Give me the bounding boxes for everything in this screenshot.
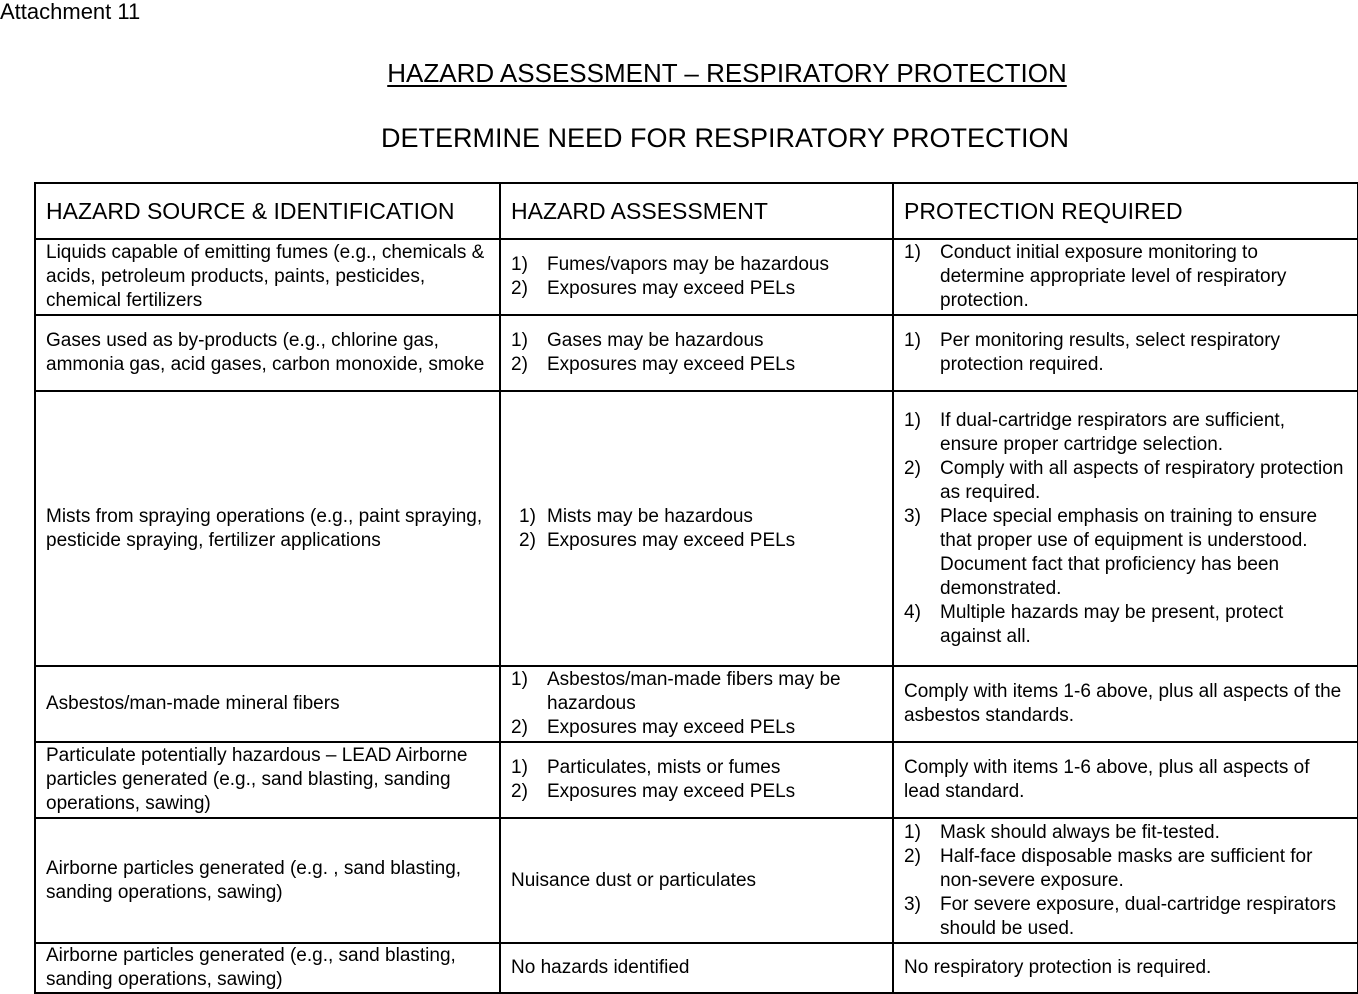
protection-list [904, 409, 1347, 649]
assessment-list [511, 329, 882, 377]
list-item: 3) For severe exposure, dual-cartridge respirators should be used. [904, 893, 1337, 939]
protection-list [904, 329, 1347, 377]
table-row [35, 742, 1358, 818]
protection-required-cell [893, 315, 1358, 391]
hazard-assessment-cell [500, 391, 893, 666]
hazard-assessment-cell [500, 315, 893, 391]
hazard-assessment-cell [500, 666, 893, 742]
protection-required-cell [893, 239, 1358, 315]
assessment-list [511, 505, 882, 553]
table-row [35, 315, 1358, 391]
protection-list [904, 241, 1347, 313]
table-header-row [35, 183, 1358, 239]
hazard-assessment-cell [500, 239, 893, 315]
hazard-assessment-table [34, 182, 1358, 994]
table-row [35, 239, 1358, 315]
list-item: 2) Exposures may exceed PELs [511, 354, 796, 375]
hazard-source-cell: Asbestos/man-made mineral fibers [35, 666, 500, 742]
header-hazard-assessment: HAZARD ASSESSMENT [500, 183, 893, 239]
list-item: 1) If dual-cartridge respirators are sufficient, ensure proper cartridge selection. [904, 409, 1285, 455]
page-title [0, 58, 1358, 88]
list-item: 3) Place special emphasis on training to ensure that proper use of equipment is understood. Document fact that proficiency has been demonstrated. [904, 505, 1318, 599]
table-row [35, 818, 1358, 943]
hazard-source-cell: Airborne particles generated (e.g. , sand blasting, sanding operations, sawing) [35, 818, 500, 943]
protection-required-cell [893, 818, 1358, 943]
protection-required-cell: Comply with items 1-6 above, plus all aspects of the asbestos standards. [893, 666, 1358, 742]
list-item: 1) Mask should always be fit-tested. [904, 821, 1220, 843]
list-item: 2) Exposures may exceed PELs [511, 278, 796, 299]
hazard-assessment-cell: No hazards identified [500, 943, 893, 993]
header-hazard-source: HAZARD SOURCE & IDENTIFICATION [35, 183, 500, 239]
table-row [35, 943, 1358, 993]
assessment-list [511, 253, 882, 301]
protection-required-cell [893, 391, 1358, 666]
hazard-assessment-cell: Nuisance dust or particulates [500, 818, 893, 943]
page-subtitle: DETERMINE NEED FOR RESPIRATORY PROTECTION [380, 123, 1070, 153]
list-item: 1) Conduct initial exposure monitoring to determine appropriate level of respiratory protection. [904, 242, 1287, 311]
page-title-text: HAZARD ASSESSMENT – RESPIRATORY PROTECTION [387, 58, 1067, 88]
table-row [35, 391, 1358, 666]
protection-required-cell: No respiratory protection is required. [893, 943, 1358, 993]
assessment-list [511, 756, 882, 804]
hazard-source-cell: Particulate potentially hazardous – LEAD Airborne particles generated (e.g., sand blasting, sanding operations, sawing) [35, 742, 500, 818]
list-item: 1) Per monitoring results, select respiratory protection required. [904, 330, 1281, 375]
hazard-assessment-cell [500, 742, 893, 818]
assessment-list [511, 668, 882, 740]
list-item: 2) Half-face disposable masks are sufficient for non-severe exposure. [904, 845, 1313, 891]
hazard-source-cell: Gases used as by-products (e.g., chlorine gas, ammonia gas, acid gases, carbon monoxide, smoke [35, 315, 500, 391]
list-item: 1) Fumes/vapors may be hazardous [511, 254, 829, 275]
attachment-label: Attachment 11 [0, 0, 141, 24]
hazard-source-cell: Mists from spraying operations (e.g., paint spraying, pesticide spraying, fertilizer applications [35, 391, 500, 666]
list-item: 2) Exposures may exceed PELs [511, 717, 796, 738]
protection-list [904, 821, 1347, 941]
list-item: 1) Gases may be hazardous [511, 330, 764, 351]
list-item: 4) Multiple hazards may be present, protect against all. [904, 601, 1284, 647]
list-item: 2) Comply with all aspects of respiratory protection as required. [904, 457, 1344, 503]
table-row [35, 666, 1358, 742]
list-item: 2) Exposures may exceed PELs [519, 529, 796, 551]
list-item: 1) Particulates, mists or fumes [511, 757, 781, 778]
hazard-source-cell: Airborne particles generated (e.g., sand blasting, sanding operations, sawing) [35, 943, 500, 993]
header-protection-required: PROTECTION REQUIRED [893, 183, 1358, 239]
list-item: 1) Mists may be hazardous [519, 505, 753, 527]
protection-required-cell: Comply with items 1-6 above, plus all aspects of lead standard. [893, 742, 1358, 818]
list-item: 1) Asbestos/man-made fibers may be hazardous [511, 669, 841, 714]
list-item: 2) Exposures may exceed PELs [511, 781, 796, 802]
hazard-source-cell: Liquids capable of emitting fumes (e.g., chemicals & acids, petroleum products, paints, pesticides, chemical fertilizers [35, 239, 500, 315]
